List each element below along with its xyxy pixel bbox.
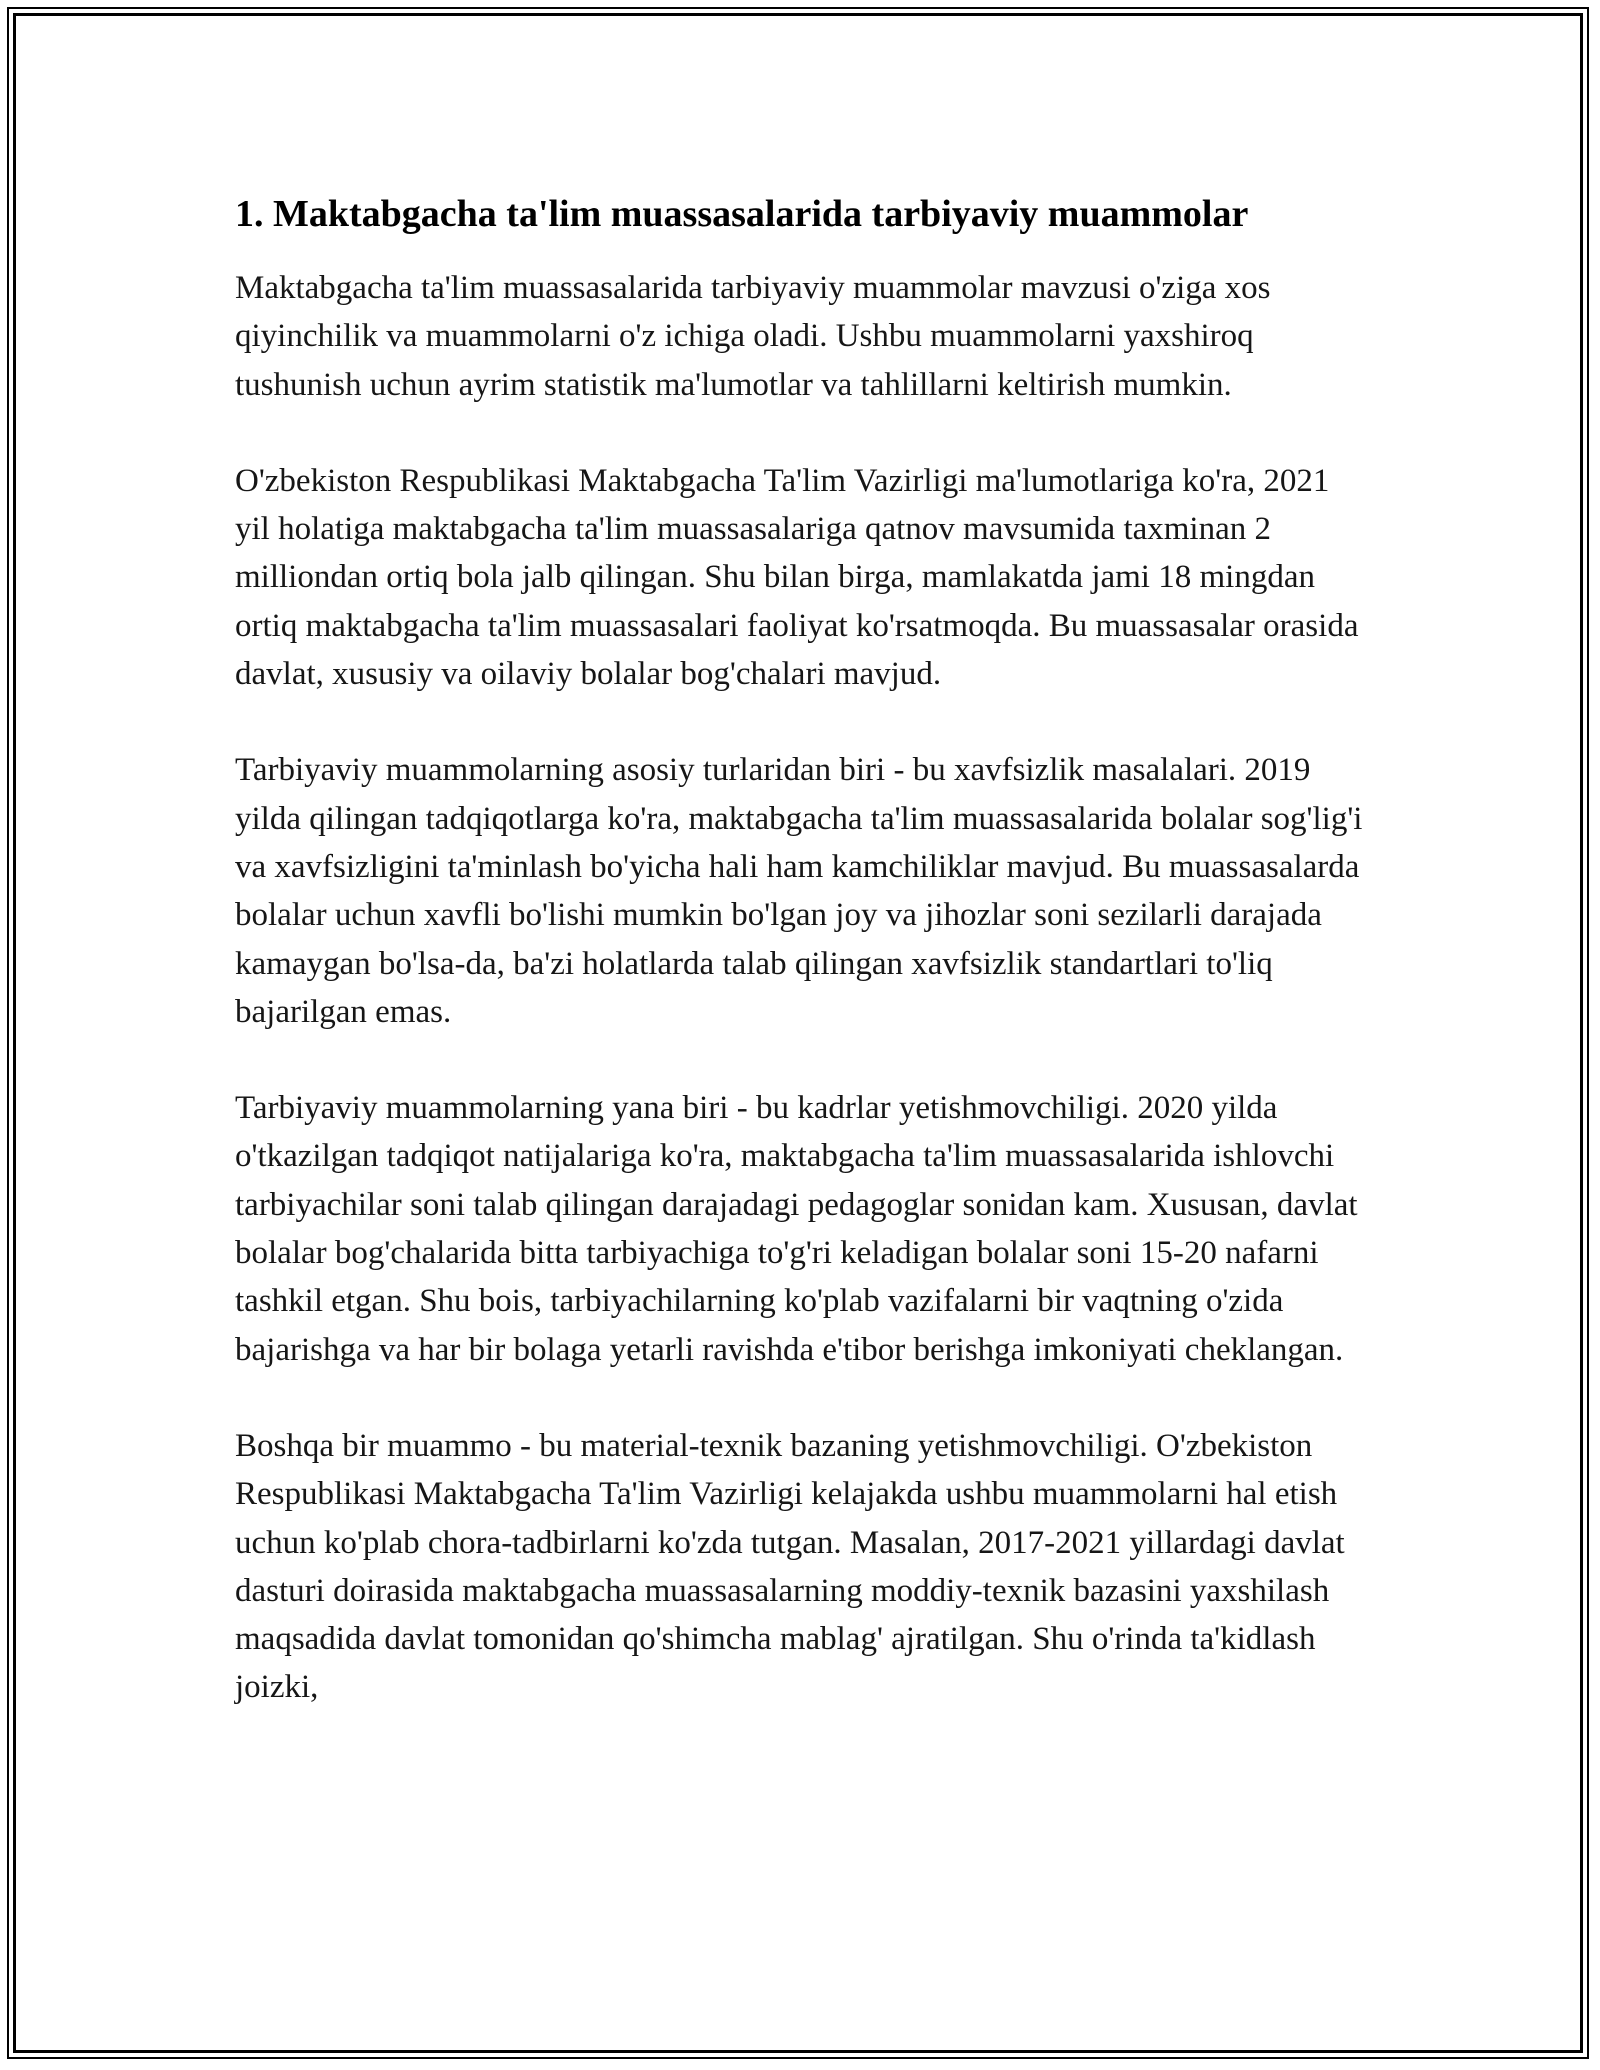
document-body xyxy=(235,186,1365,1760)
paragraph-safety: Tarbiyaviy muammolarning asosiy turlaridan biri - bu xavfsizlik masalalari. 2019 yilda qilingan tadqiqotlarga ko'ra, maktabgacha ta'lim muassasalarida bolalar sog'lig'i va xavfsizligini ta'minlash bo'yicha hali ham kamchiliklar mavjud. Bu muassasalarda bolalar uchun xavfli bo'lishi mumkin bo'lgan joy va jihozlar soni sezilarli darajada kamaygan bo'lsa-da, ba'zi holatlarda talab qilingan xavfsizlik standartlari to'liq bajarilgan emas. xyxy=(235,752,1363,1030)
paragraph-statistics: O'zbekiston Respublikasi Maktabgacha Ta'lim Vazirligi ma'lumotlariga ko'ra, 2021 yil holatiga maktabgacha ta'lim muassasalariga qatnov mavsumida taxminan 2 milliondan ortiq bola jalb qilingan. Shu bilan birga, mamlakatda jami 18 mingdan ortiq maktabgacha ta'lim muassasalari faoliyat ko'rsatmoqda. Bu muassasalar orasida davlat, xususiy va oilaviy bolalar bog'chalari mavjud. xyxy=(235,462,1359,693)
section-heading: 1. Maktabgacha ta'lim muassasalarida tarbiyaviy muammolar xyxy=(235,193,1249,235)
paragraph-intro: Maktabgacha ta'lim muassasalarida tarbiyaviy muammolar mavzusi o'ziga xos qiyinchilik va muammolarni o'z ichiga oladi. Ushbu muammolarni yaxshiroq tushunish uchun ayrim statistik ma'lumotlar va tahlillarni keltirish mumkin. xyxy=(235,270,1271,403)
paragraph-material-base: Boshqa bir muammo - bu material-texnik bazaning yetishmovchiligi. O'zbekiston Respublikasi Maktabgacha Ta'lim Vazirligi kelajakda ushbu muammolarni hal etish uchun ko'plab chora-tadbirlarni ko'zda tutgan. Masalan, 2017-2021 yillardagi davlat dasturi doirasida maktabgacha muassasalarning moddiy-texnik bazasini yaxshilash maqsadida davlat tomonidan qo'shimcha mablag' ajratilgan. Shu o'rinda ta'kidlash joizki, xyxy=(235,1427,1345,1706)
paragraph-staffing: Tarbiyaviy muammolarning yana biri - bu kadrlar yetishmovchiligi. 2020 yilda o'tkazilgan tadqiqot natijalariga ko'ra, maktabgacha ta'lim muassasalarida ishlovchi tarbiyachilar soni talab qilingan darajadagi pedagoglar sonidan kam. Xususan, davlat bolalar bog'chalarida bitta tarbiyachiga to'g'ri keladigan bolalar soni 15-20 nafarni tashkil etgan. Shu bois, tarbiyachilarning ko'plab vazifalarni bir vaqtning o'zida bajarishga va har bir bolaga yetarli ravishda e'tibor berishga imkoniyati cheklangan. xyxy=(235,1090,1358,1368)
